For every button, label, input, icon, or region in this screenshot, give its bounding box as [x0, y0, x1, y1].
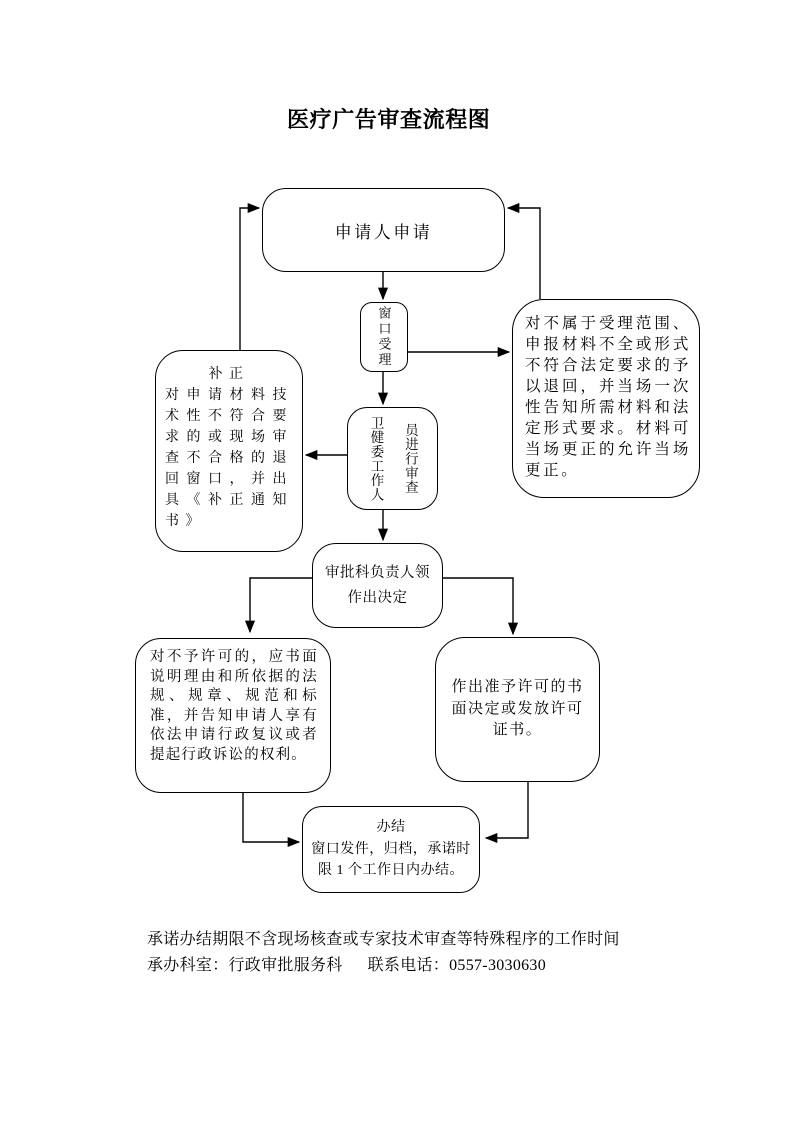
- arrow-correction-to-applicant: [240, 208, 259, 350]
- staff-review-label: 卫健委工作人员进行审查: [368, 415, 418, 502]
- node-decision: [312, 543, 443, 628]
- arrow-return-notice-to-applicant: [508, 208, 540, 299]
- node-staff-review: [347, 407, 438, 510]
- node-return-notice: [512, 299, 700, 498]
- window-acceptance-label: 窗口受理: [376, 306, 392, 368]
- arrow-denial-to-completion: [243, 793, 299, 842]
- node-completion: [302, 806, 480, 893]
- node-correction: [155, 350, 303, 552]
- arrow-approval-to-completion: [486, 782, 528, 838]
- decision-line2: 作出决定: [347, 589, 408, 606]
- node-approval: [435, 637, 600, 782]
- footer-note: 承诺办结期限不含现场核查或专家技术审查等特殊程序的工作时间: [147, 931, 620, 948]
- footer-contact: [147, 953, 620, 979]
- approval-text: 作出准予许可的书面决定或发放许可证书。: [451, 679, 584, 739]
- footer: [147, 927, 620, 979]
- correction-title: 补正: [208, 367, 250, 382]
- arrow-decision-to-denial: [250, 578, 313, 632]
- arrow-decision-to-approval: [442, 578, 513, 634]
- completion-text: 窗口发件，归档，承诺时限 1 个工作日内办结。: [311, 841, 471, 879]
- decision-line1: 审批科负责人领: [325, 564, 430, 581]
- completion-title: 办结: [376, 820, 406, 836]
- correction-text: 对申请材料技术性不符合要求的或现场审查不合格的退回窗口，并出具《补正通知书》: [165, 388, 293, 529]
- node-denial: [135, 638, 331, 793]
- return-notice-text: 对不属于受理范围、申报材料不全或形式不符合法定要求的予以退回，并当场一次性告知所需材料和法定形式要求。材料可当场更正的允许当场更正。: [525, 315, 691, 479]
- footer-phone: 联系电话：0557-3030630: [367, 957, 547, 974]
- applicant-label: 申请人申请: [334, 222, 433, 242]
- flowchart-title: 医疗广告审查流程图: [287, 107, 491, 132]
- node-applicant: [262, 188, 505, 272]
- node-window-acceptance: [360, 302, 408, 372]
- denial-text: 对不予许可的，应书面说明理由和所依据的法规、规章、规范和标准，并告知申请人享有依法申请行政复议或者提起行政诉讼的权利。: [150, 649, 318, 763]
- footer-department: 承办科室：行政审批服务科: [147, 957, 343, 974]
